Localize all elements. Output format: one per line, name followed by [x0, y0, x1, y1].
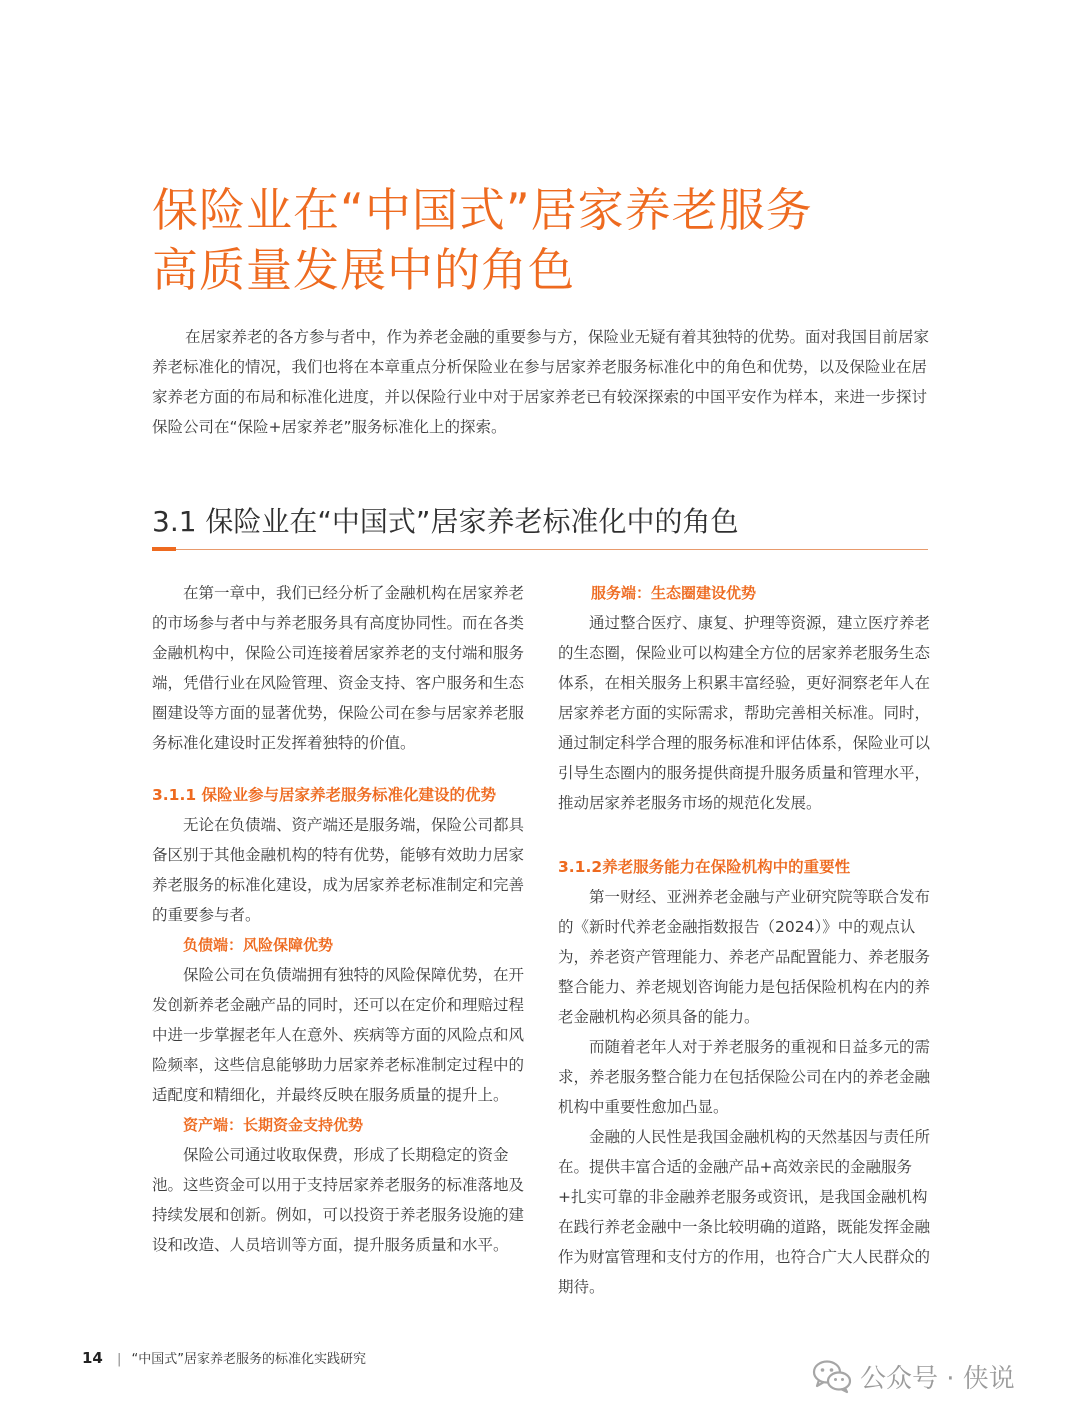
liability-side-heading: 负债端：风险保障优势: [183, 936, 334, 954]
page-title-line-1: 保险业在“中国式”居家养老服务: [152, 183, 813, 237]
body-paragraph: 无论在负债端、资产端还是服务端，保险公司都具备区别于其他金融机构的特有优势，能够有效助力居家养老服务的标准化建设，成为居家养老标准制定和完善的重要参与者。: [152, 816, 525, 924]
subsection-heading-3-1-2: 3.1.2养老服务能力在保险机构中的重要性: [558, 858, 851, 876]
section-divider-accent: [152, 547, 176, 551]
running-title: “中国式”居家养老服务的标准化实践研究: [131, 1352, 367, 1367]
body-paragraph: 第一财经、亚洲养老金融与产业研究院等联合发布的《新时代养老金融指数报告（2024）》中的观点认为，养老资产管理能力、养老产品配置能力、养老服务整合能力、养老规划咨询能力是包括保险机构在内的养老金融机构必须具备的能力。: [558, 888, 931, 1026]
subsection-heading-3-1-1: 3.1.1 保险业参与居家养老服务标准化建设的优势: [152, 786, 497, 804]
section-heading: 3.1 保险业在“中国式”居家养老标准化中的角色: [152, 505, 739, 538]
body-paragraph: 而随着老年人对于养老服务的重视和日益多元的需求，养老服务整合能力在包括保险公司在内的养老金融机构中重要性愈加凸显。: [558, 1038, 931, 1116]
watermark: [812, 1356, 1015, 1396]
body-paragraph: 保险公司在负债端拥有独特的风险保障优势，在开发创新养老金融产品的同时，还可以在定价和理赔过程中进一步掌握老年人在意外、疾病等方面的风险点和风险频率，这些信息能够助力居家养老标准制定过程中的适配度和精细化，并最终反映在服务质量的提升上。: [152, 966, 525, 1104]
page-number: 14: [82, 1349, 103, 1367]
body-paragraph: 在第一章中，我们已经分析了金融机构在居家养老的市场参与者中与养老服务具有高度协同性。而在各类金融机构中，保险公司连接着居家养老的支付端和服务端，凭借行业在风险管理、资金支持、客户服务和生态圈建设等方面的显著优势，保险公司在参与居家养老服务标准化建设时正发挥着独特的价值。: [152, 584, 525, 752]
page-footer: [82, 1346, 366, 1372]
wechat-icon: [812, 1358, 852, 1394]
intro-paragraph: 在居家养老的各方参与者中，作为养老金融的重要参与方，保险业无疑有着其独特的优势。面对我国目前居家养老标准化的情况，我们也将在本章重点分析保险业在参与居家养老服务标准化中的角色和优势，以及保险业在居家养老方面的布局和标准化进度，并以保险行业中对于居家养老已有较深探索的中国平安作为样本，来进一步探讨保险公司在“保险+居家养老”服务标准化上的探索。: [152, 328, 930, 436]
asset-side-heading: 资产端：长期资金支持优势: [183, 1116, 364, 1134]
body-paragraph: 通过整合医疗、康复、护理等资源，建立医疗养老的生态圈，保险业可以构建全方位的居家养老服务生态体系，在相关服务上积累丰富经验，更好洞察老年人在居家养老方面的实际需求，帮助完善相关标准。同时，通过制定科学合理的服务标准和评估体系，保险业可以引导生态圈内的服务提供商提升服务质量和管理水平，推动居家养老服务市场的规范化发展。: [558, 614, 931, 812]
footer-separator: |: [117, 1352, 122, 1367]
page-title-line-2: 高质量发展中的角色: [152, 243, 575, 297]
body-paragraph: 保险公司通过收取保费，形成了长期稳定的资金池。这些资金可以用于支持居家养老服务的标准落地及持续发展和创新。例如，可以投资于养老服务设施的建设和改造、人员培训等方面，提升服务质量和水平。: [152, 1146, 525, 1254]
right-column: [558, 578, 930, 1302]
left-column: [152, 578, 524, 1260]
service-side-heading: 服务端：生态圈建设优势: [591, 584, 757, 602]
page-title: [152, 180, 972, 300]
section-divider: [152, 549, 928, 550]
watermark-text: 公众号 · 侠说: [860, 1363, 1015, 1394]
body-paragraph: 金融的人民性是我国金融机构的天然基因与责任所在。提供丰富合适的金融产品+高效亲民的金融服务+扎实可靠的非金融养老服务或资讯，是我国金融机构在践行养老金融中一条比较明确的道路，既能发挥金融作为财富管理和支付方的作用，也符合广大人民群众的期待。: [558, 1128, 931, 1296]
